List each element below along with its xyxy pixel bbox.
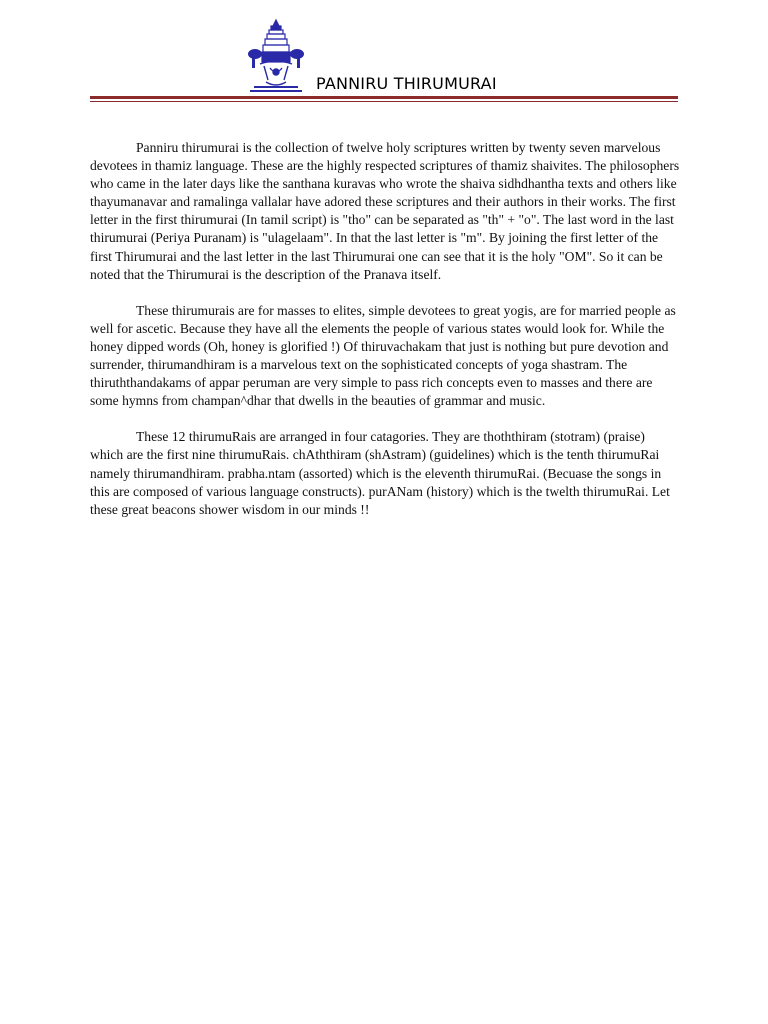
paragraph-categories: These 12 thirumuRais are arranged in four catagories. They are thoththiram (stotram) (praise) which are the first nine thirumuRais. chAththiram (shAstram) (guidelines) which is the tenth thirumuRai namely thirumandhiram. prabha.ntam (assorted) which is the eleventh thirumuRai. (Becuase the songs in this are composed of various language constructs). purANam (history) which is the twelth thirumuRai. Let these great beacons shower wisdom in our minds !! [90,429,670,517]
paragraph-audience: These thirumurais are for masses to elites, simple devotees to great yogis, are for married people as well for ascetic. Because they have all the elements the people of various states would look for. While the honey dipped words (Oh, honey is glorified !) Of thiruvachakam that just is nothing but pure devotion and surrender, thirumandhiram is a marvelous text on the sophisticated concepts of yoga shastram. The thiruththandakams of appar peruman are very simple to pass rich concepts even to masses and there are some hymns from champan^dhar that dwells in the beauties of grammar and music. [90,302,676,409]
temple-emblem-icon [246,18,306,94]
page-header [0,0,768,110]
document-body [90,139,680,537]
paragraph-intro: Panniru thirumurai is the collection of twelve holy scriptures written by twenty seven marvelous devotees in thamiz language. These are the highly respected scriptures of thamiz shaivites. The philosophers who came in the later days like the santhana kuravas who wrote the shaiva sidhdhantha texts and others like thayumanavar and ramalinga vallalar have adored these scriptures and their authors in their works. The first letter in the first thirumurai (In tamil script) is "tho" can be separated as "th" + "o". The last word in the last thirumurai (Periya Puranam) is "ulagelaam". In that the last letter is "m". By joining the first letter of the first Thirumurai and the last letter in the last Thirumurai one can see that it is the holy "OM". So it can be noted that the Thirumurai is the description of the Pranava itself. [90,140,680,282]
header-rule-thick [90,96,678,99]
page-title: PANNIRU THIRUMURAI [316,74,497,93]
header-rule-thin [90,101,678,102]
